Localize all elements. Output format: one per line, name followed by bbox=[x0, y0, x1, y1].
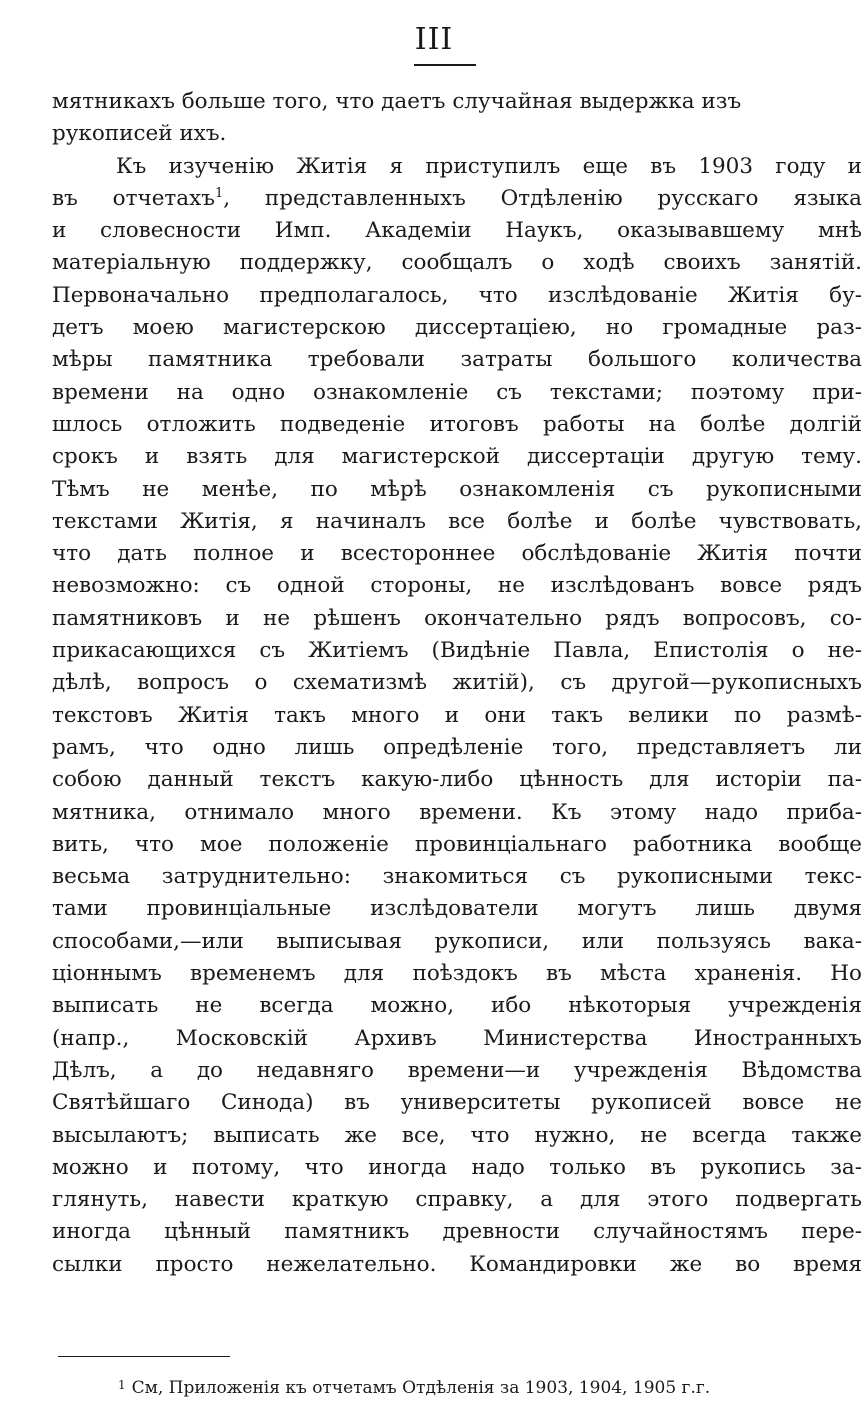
text-line: невозможно: съ одной стороны, не изслѣдованъ вовсе рядъ bbox=[52, 573, 862, 599]
text-line: дѣлѣ, вопросъ о схематизмѣ житій), съ другой—рукописныхъ bbox=[52, 670, 862, 696]
paragraph-start-line: Къ изученію Житія я приступилъ еще въ 1903 году и bbox=[116, 153, 862, 179]
text-line: текстовъ Житія такъ много и они такъ велики по размѣ- bbox=[52, 702, 862, 728]
footnote-text: См, Приложенія къ отчетамъ Отдѣленія за 1903, 1904, 1905 г.г. bbox=[131, 1378, 711, 1398]
text-line: можно и потому, что иногда надо только въ рукопись за- bbox=[52, 1154, 862, 1180]
text-line: Тѣмъ не менѣе, по мѣрѣ ознакомленія съ рукописными bbox=[52, 476, 862, 502]
text-line: (напр., Московскій Архивъ Министерства Иностранныхъ bbox=[52, 1025, 862, 1051]
text-line: Дѣлъ, а до недавняго времени—и учрежденія Вѣдомства bbox=[52, 1057, 862, 1083]
footnote-separator bbox=[58, 1356, 230, 1357]
text-line: Святѣйшаго Синода) въ университеты рукописей вовсе не bbox=[52, 1090, 862, 1116]
text-line: шлось отложить подведеніе итоговъ работы на болѣе долгій bbox=[52, 411, 862, 437]
text-line: матеріальную поддержку, сообщалъ о ходѣ своихъ занятій. bbox=[52, 250, 862, 276]
text-line bbox=[52, 183, 862, 215]
text-line: срокъ и взять для магистерской диссертаціи другую тему. bbox=[52, 444, 862, 470]
text-line: рукописей ихъ. bbox=[52, 121, 227, 147]
footnote-mark: 1 bbox=[118, 1378, 126, 1392]
text-line: Первоначально предполагалось, что изслѣдованіе Житія бу- bbox=[52, 282, 862, 308]
text-line: тами провинціальные изслѣдователи могутъ лишь двумя bbox=[52, 896, 862, 922]
text-line: мятника, отнимало много времени. Къ этому надо приба- bbox=[52, 799, 862, 825]
text-fragment: въ отчетахъ bbox=[52, 185, 215, 211]
footnote-reference: 1 bbox=[214, 185, 224, 201]
text-line: текстами Житія, я начиналъ все болѣе и болѣе чувствовать, bbox=[52, 508, 862, 534]
text-line: высылаютъ; выписать же все, что нужно, не всегда также bbox=[52, 1122, 862, 1148]
text-line: ціоннымъ временемъ для поѣздокъ въ мѣста храненія. Но bbox=[52, 961, 862, 987]
text-line: собою данный текстъ какую-либо цѣнность для исторіи па- bbox=[52, 767, 862, 793]
text-line: способами,—или выписывая рукописи, или пользуясь вака- bbox=[52, 928, 862, 954]
text-line: мятникахъ больше того, что даетъ случайная выдержка изъ bbox=[52, 89, 742, 114]
text-line: прикасающихся съ Житіемъ (Видѣніе Павла, Епистолія о не- bbox=[52, 638, 862, 664]
text-line: и словесности Имп. Академіи Наукъ, оказывавшему мнѣ bbox=[52, 218, 862, 244]
text-line: сылки просто нежелательно. Командировки же во время bbox=[52, 1251, 862, 1277]
page-number: III bbox=[414, 22, 454, 57]
text-line: что дать полное и всестороннее обслѣдованіе Житія почти bbox=[52, 541, 862, 567]
text-line: выписать не всегда можно, ибо нѣкоторыя учрежденія bbox=[52, 993, 862, 1019]
text-line: весьма затруднительно: знакомиться съ рукописными текс- bbox=[52, 864, 862, 890]
text-line: памятниковъ и не рѣшенъ окончательно рядъ вопросовъ, со- bbox=[52, 605, 862, 631]
text-line: иногда цѣнный памятникъ древности случайностямъ пере- bbox=[52, 1219, 862, 1245]
text-line: времени на одно ознакомленіе съ текстами; поэтому при- bbox=[52, 379, 862, 405]
text-line: детъ моею магистерскою диссертаціею, но громадные раз- bbox=[52, 315, 862, 341]
text-line: рамъ, что одно лишь опредѣленіе того, представляетъ ли bbox=[52, 734, 862, 760]
page-number-rule bbox=[414, 64, 476, 66]
body-text bbox=[52, 86, 862, 1281]
text-fragment: , представленныхъ Отдѣленію русскаго языка bbox=[223, 185, 862, 211]
footnote bbox=[118, 1372, 866, 1401]
text-line: мѣры памятника требовали затраты большого количества bbox=[52, 347, 862, 373]
text-line: глянуть, навести краткую справку, а для этого подвергать bbox=[52, 1187, 862, 1213]
text-line: вить, что мое положеніе провинціальнаго работника вообще bbox=[52, 831, 862, 857]
